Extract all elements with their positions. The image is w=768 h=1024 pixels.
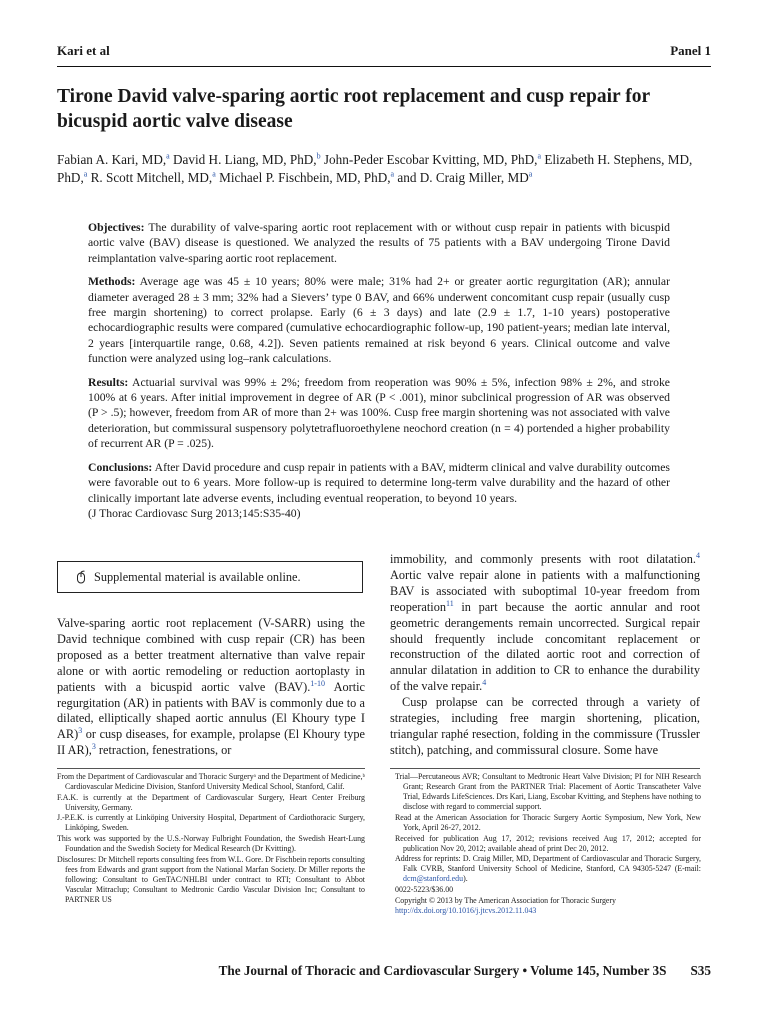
footnote-disclosures-cont: Trial—Percutaneous AVR; Consultant to Medtronic Heart Valve Division; PI for NIH Research Grant; Research Grant from the PARTNER Trial: Placement of Aortic Transcatheter Valve Trial, Edwards LifeSciences. Drs Kari, Liang, Escobar Kvitting, and Stephens have nothing to disclose with regard to commercial support. [395, 772, 701, 812]
author-name: R. Scott Mitchell, MD, [87, 170, 213, 185]
author-name: David H. Liang, MD, PhD, [169, 152, 317, 167]
author-affiliation-mark: a [537, 151, 542, 161]
footnote-read-at: Read at the American Association for Thoracic Surgery Aortic Symposium, New York, New York, April 26-27, 2012. [395, 812, 701, 832]
citation-reference[interactable]: 1-10 [310, 678, 325, 688]
right-paragraph-2: Cusp prolapse can be corrected through a variety of strategies, including free margin shortening, plication, triangular raphé resection, folding in the commissure (Trussler stitch), patching, and commissural closure. Some have [390, 695, 700, 757]
footer-journal: The Journal of Thoracic and Cardiovascular Surgery • Volume 145, Number 3S [218, 963, 667, 978]
author-affiliation-mark: a [390, 169, 395, 179]
footnote-received: Received for publication Aug 17, 2012; revisions received Aug 17, 2012; accepted for publication Nov 20, 2012; available ahead of print Dec 20, 2012. [395, 833, 701, 853]
author-name: John-Peder Escobar Kvitting, MD, PhD, [320, 152, 538, 167]
address-text: Address for reprints: D. Craig Miller, MD, Department of Cardiovascular and Thoracic Surgery, Falk CVRB, Stanford University School of Medicine, Stanford, CA 94305-5247 (E-mail: [395, 854, 701, 874]
author-name: Fabian A. Kari, MD, [57, 152, 167, 167]
author-affiliation-mark: a [83, 169, 88, 179]
methods-text: Average age was 45 ± 10 years; 80% were male; 31% had 2+ or greater aortic regurgitation (AR); annular diameter averaged 28 ± 3 mm; 32% had a Sievers’ type 0 BAV, and 66% underwent concomitant cusp repair (usually cusp free margin shortening) to correct prolapse. Early (6 ± 3 days) and late (2.9 ± 1.7, 1-10 years) postoperative echocardiographic results were compared (cumulative echocardiographic follow-up, 190 patient-years; median late interval, 2 years [interquartile range, 0.68, 4.2]). Seven patients remained at risk beyond 6 years. Clinical outcome and valve function were analyzed using log–rank calculations. [88, 275, 670, 366]
citation-reference[interactable]: 4 [696, 550, 700, 560]
footnote-rule-right [390, 768, 700, 769]
footnote-issn: 0022-5223/$36.00 [395, 885, 454, 895]
footnote-copyright: Copyright © 2013 by The American Association for Thoracic Surgery [395, 895, 616, 905]
body-left-column [57, 616, 365, 759]
methods-label: Methods: [88, 275, 136, 289]
body-text-run: Aortic regurgitation (AR) in patients with BAV is commonly due to a dilated, elliptically shaped aortic annulus (El Khoury type I AR) [57, 679, 366, 742]
footnote-disclosures: Disclosures: Dr Mitchell reports consulting fees from W.L. Gore. Dr Fischbein reports consulting fees from Edwards and grant support from the National Marfan Society. Dr Miller reports the following: Consultant to GenTAC/NHLBI under contract to RTI; Consultant to Abbot Vascular Mitraclup; Consultant to Medtronic Cardio Vascular Division Inc; Consultant to PARTNER US [57, 854, 365, 905]
article-title: Tirone David valve-sparing aortic root replacement and cusp repair for bicuspid aortic valve disease [57, 86, 650, 132]
body-text-run: in part because the aortic annular and root geometric derangements remain uncorrected. Surgical repair should frequently include concomitant replacement or reconstruction of the dilated aortic root and correction of annular dilatation in addition to CR to enhance the durability of the valve repair. [390, 599, 700, 694]
results-text: Actuarial survival was 99% ± 2%; freedom from reoperation was 90% ± 5%, infection 98% ± 2%, and stroke 100% at 6 years. After initial improvement in degree of AR (P < .001), minor subclinical progression of AR was observed (P > .5); however, freedom from AR of more than 2+ was 100%. Cusp free margin shortening was not associated with valve deterioration, but commissural suspensory polytetrafluoroethylene neochord creation (n = 4) portended a higher probability of recurrent AR (P = .025). [88, 375, 670, 451]
citation-reference[interactable]: 11 [446, 598, 454, 608]
body-text-run: Valve-sparing aortic root replacement (V-SARR) using the David technique combined with cusp repair (CR) has been proposed as a better treatment alternative than valve repair alone or with aortic remodeling or reduction aortoplasty in patients with a bicuspid aortic valve (BAV). [57, 616, 365, 694]
author-name: and D. Craig Miller, MD [394, 170, 529, 185]
right-paragraph-1 [390, 552, 700, 695]
author-name: Elizabeth H. Stephens, MD, PhD, [57, 152, 693, 185]
footnote-address [395, 854, 701, 884]
footnote-funding: This work was supported by the U.S.-Norway Fulbright Foundation, the Swedish Heart-Lung Foundation and the Swedish Society for Medical Research (Dr Kvitting). [57, 834, 365, 854]
author-affiliation-mark: a [212, 169, 216, 179]
body-text-run: Aortic valve repair alone in patients with a malfunctioning BAV is associated with suboptimal 10-year freedom from reoperation [390, 567, 700, 614]
intro-paragraph [57, 616, 365, 759]
footnotes-right [395, 772, 701, 917]
running-head [57, 43, 711, 59]
footer-page-number: S35 [690, 963, 711, 978]
conclusions-text: After David procedure and cusp repair in patients with a BAV, midterm clinical and valve durability outcomes were favorable out to 6 years. More follow-up is required to determine long-term valve durability and the hazard of other clinically important late adverse events, including eventual reoperation, to beyond 10 years. [88, 460, 670, 505]
body-text-run: retraction, fenestrations, or [95, 743, 232, 758]
page-footer [57, 963, 711, 979]
abstract-methods [88, 274, 670, 366]
results-label: Results: [88, 375, 129, 389]
abstract [88, 220, 670, 529]
address-end: ). [463, 874, 468, 884]
citation-reference[interactable]: 4 [482, 678, 487, 688]
abstract-results [88, 375, 670, 452]
doi-link[interactable]: http://dx.doi.org/10.1016/j.jtcvs.2012.11.043 [395, 906, 537, 916]
body-right-column [390, 552, 700, 759]
citation-reference[interactable]: 3 [78, 726, 83, 736]
footnote-fak: F.A.K. is currently at the Department of Cardiovascular Surgery, Heart Center Freiburg University, Germany. [57, 792, 365, 812]
footnotes-left [57, 772, 365, 906]
conclusions-label: Conclusions: [88, 460, 153, 474]
supplemental-text: Supplemental material is available online. [94, 569, 301, 584]
footnote-doi [395, 906, 701, 916]
abstract-conclusions [88, 460, 670, 522]
author-affiliation-mark: a [166, 151, 170, 161]
running-head-panel: Panel 1 [670, 43, 711, 58]
body-text-run: or cusp diseases, for example, prolapse (El Khoury type II AR), [57, 727, 365, 758]
author-list [57, 151, 707, 187]
author-affiliation-mark: b [316, 151, 321, 161]
footnote-affiliation: From the Department of Cardiovascular and Thoracic Surgeryᵃ and the Department of Medicine,ᵇ Cardiovascular Medicine Division, Stanford University Medical School, Stanford, Calif. [57, 772, 365, 792]
journal-citation: (J Thorac Cardiovasc Surg 2013;145:S35-40) [88, 506, 301, 520]
footnote-jpek: J.-P.E.K. is currently at Linköping University Hospital, Department of Cardiothoracic Surgery, Linköping, Sweden. [57, 813, 365, 833]
email-link[interactable]: dcm@stanford.edu [403, 874, 464, 884]
computer-mouse-icon [74, 570, 88, 584]
body-text-run: immobility, and commonly presents with root dilatation. [390, 552, 696, 566]
supplemental-box[interactable] [57, 561, 363, 593]
abstract-objectives [88, 220, 670, 266]
citation-reference[interactable]: 3 [91, 742, 96, 752]
author-affiliation-mark: a [528, 169, 533, 179]
footnote-rule-left [57, 768, 365, 769]
objectives-label: Objectives: [88, 221, 145, 234]
author-name: Michael P. Fischbein, MD, PhD, [215, 170, 391, 185]
running-head-authors: Kari et al [57, 43, 110, 58]
header-rule [57, 66, 711, 67]
objectives-text: The durability of valve-sparing aortic root replacement with or without cusp repair in patients with bicuspid aortic valve (BAV) disease is questioned. We analyzed the results of 75 patients with a BAV undergoing Tirone David reimplantation valve-sparing aortic root replacement. [88, 221, 670, 265]
